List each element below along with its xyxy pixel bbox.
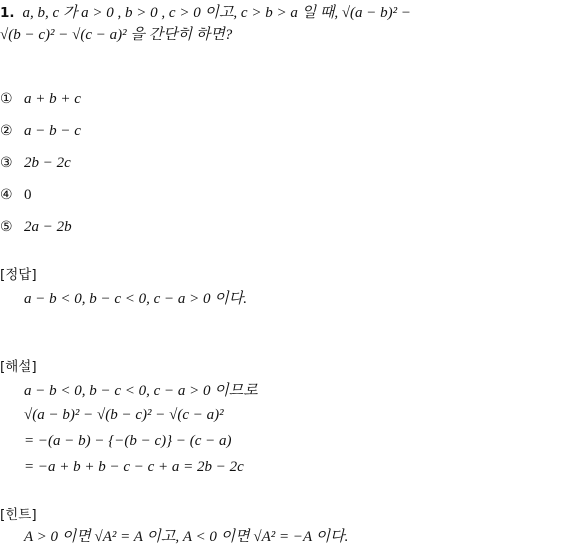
choice-text-4: 0 [24,187,32,203]
explanation-line-4 [24,458,244,476]
hint-body: A > 0 이면 √A² = A 이고, A < 0 이면 √A² = −A 이다. [24,529,349,545]
explanation-text-3: = −(a − b) − {−(b − c)} − (c − a) [24,433,232,449]
choice-marker-4: ④ [0,187,13,203]
choice-4[interactable] [0,186,32,204]
problem-line-2 [0,26,232,44]
choice-marker-1: ① [0,91,13,107]
answer-body: a − b < 0, b − c < 0, c − a > 0 이다. [24,291,248,307]
explanation-text-1: a − b < 0, b − c < 0, c − a > 0 이므로 [24,383,258,399]
choice-3[interactable] [0,154,71,172]
choice-marker-3: ③ [0,155,13,171]
choice-text-5: 2a − 2b [24,219,72,235]
hint-text [24,528,348,546]
choice-2[interactable] [0,122,81,140]
choice-text-2: a − b − c [24,123,81,139]
problem-text-1: a, b, c 가 a > 0 , b > 0 , c > 0 이고, c > b > a 일 때, √(a − b)² − [22,5,412,21]
answer-text [24,290,247,308]
choice-5[interactable] [0,218,72,236]
hint-heading: [힌트] [0,507,37,523]
choice-marker-2: ② [0,123,13,139]
choice-marker-5: ⑤ [0,219,13,235]
explanation-text-4: = −a + b + b − c − c + a = 2b − 2c [24,459,244,475]
problem-text-2: √(b − c)² − √(c − a)² 을 간단히 하면? [0,27,233,43]
explanation-heading: [해설] [0,359,37,375]
choice-1[interactable] [0,90,81,108]
choice-text-3: 2b − 2c [24,155,71,171]
explanation-line-2 [24,406,224,424]
problem-number: 1. [0,5,15,21]
explanation-text-2: √(a − b)² − √(b − c)² − √(c − a)² [24,407,224,423]
choice-text-1: a + b + c [24,91,81,107]
explanation-line-1 [24,382,258,400]
answer-heading: [정답] [0,267,37,283]
explanation-line-3 [24,432,232,450]
problem-line-1 [0,4,411,22]
